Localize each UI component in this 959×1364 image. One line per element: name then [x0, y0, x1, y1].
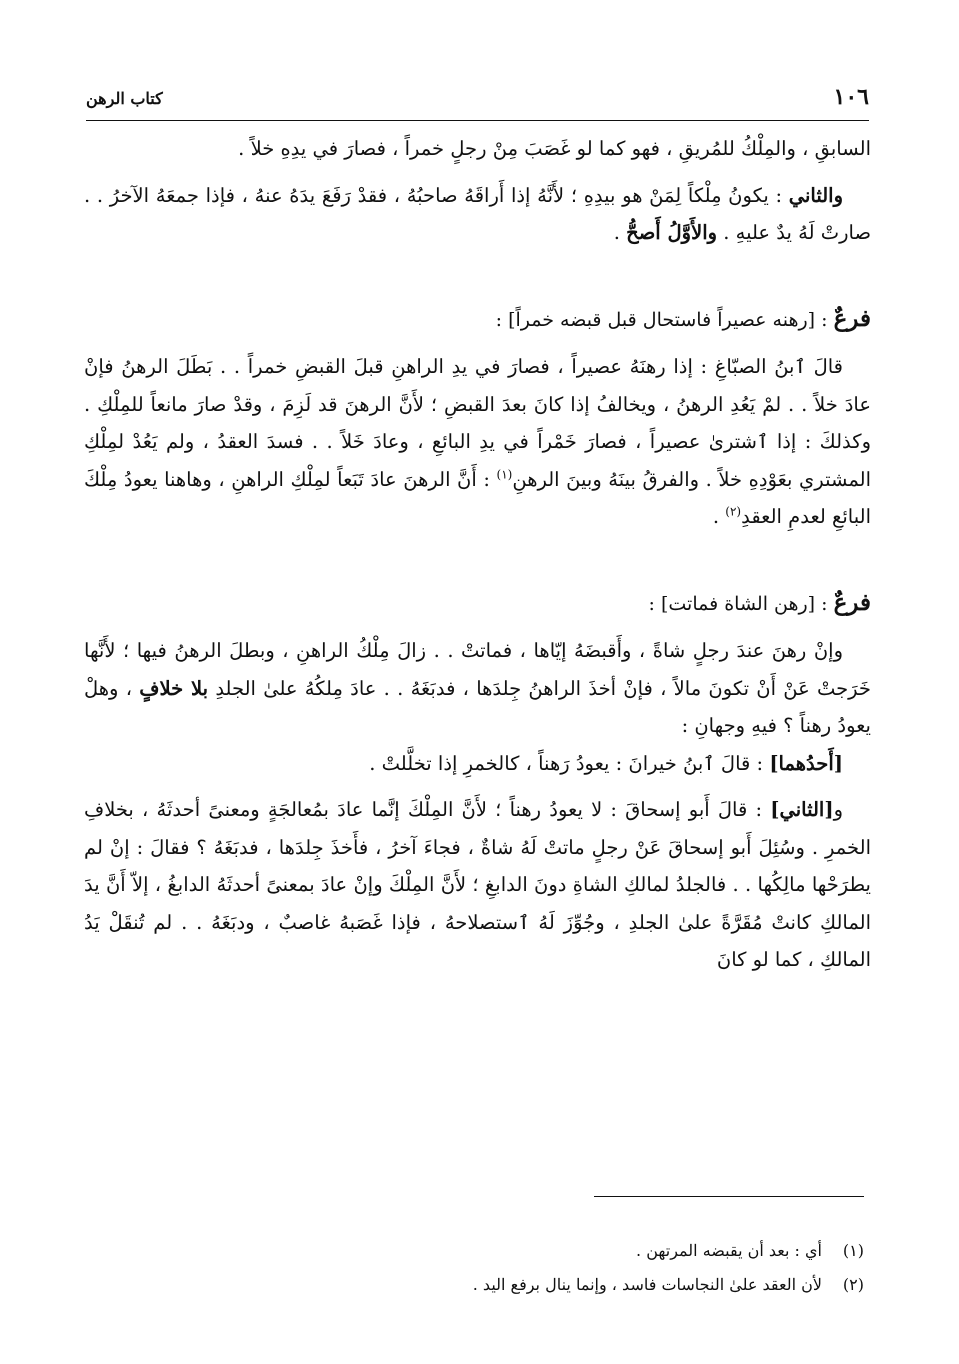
- opinion-label: والثاني: [788, 183, 843, 207]
- branch-title: : [رهنه عصيراً فاستحال قبل قبضه خمراً] :: [495, 308, 834, 331]
- paragraph-text: ، وهلْ يعودُ رهناً ؟ فيهِ وجهانِ :: [84, 676, 871, 737]
- opinion-label: [أَحدُهما]: [769, 751, 843, 775]
- footnotes: [90, 1234, 864, 1302]
- branch-label: فرعٌ: [833, 588, 871, 616]
- branch-heading: [84, 300, 871, 340]
- preferred-opinion: والأَوَّلُ أَصحُّ: [626, 221, 718, 244]
- footnote-number: (٢): [842, 1275, 864, 1294]
- opinion-label: [الثاني]: [770, 798, 834, 821]
- paragraph-text: وإنْ رهنَ عندَ رجلٍ شاةً ، وأَقبضَهُ إيّاها ، فماتتْ . . زالَ مِلْكُ الراهنِ ، وبطلَ الرهنُ فيها ؛ لأَنَّها خَرَجتْ عَنْ أَنْ تكونَ مالاً ، فإنْ أخذَ الراهنُ جِلدَها ، فدبَغَهُ . . عادَ مِلكُهُ علىٰ الجلدِ: [84, 639, 871, 700]
- running-head: [86, 82, 869, 116]
- branch-heading: [84, 584, 871, 624]
- emphasis: بلا خلافٍ: [139, 676, 209, 700]
- paragraph-text: : يكونُ مِلْكاً لِمَنْ هو بيدِهِ ؛ لأَنَّهُ إذا أَراقَهُ صاحبُهُ ، فقدْ رَفَعَ يدَهُ عنهُ ، فإذا جمعَهُ الآخرُ . . صارتْ لَهُ يدٌ عليهِ .: [84, 183, 871, 244]
- paragraph: قالَ ٱبنُ الصبّاغِ : إذا رهنَهُ عصيراً ، فصارَ في يدِ الراهنِ قبلَ القبضِ خمراً . . بَطَلَ الرهنُ فإنْ عادَ خلاً . . لمْ يَعُدِ الرهنُ ، ويخالفُ إذا كانَ بعدَ القبضِ ؛ لأَنَّ الرهنَ قد لَزِمَ ، وقدْ صارَ مانعاً للمِلْكِ . وكذلكَ : إذا ٱشترىٰ عصيراً ، فصارَ خَمْراً في يدِ البائعِ ، وعادَ خَلاً . . فسدَ العقدُ ، ولم يَعُدْ لمِلْكِ المشتري بعَوْدِهِ خلاً . والفرقُ بينَهُ وبينَ الرهنِ$^{(١)}$ : أَنَّ الرهنَ عادَ تَبَعاً لمِلْكِ الراهنِ ، وهاهنا يعودُ مِلْكَ البائعِ لعدمِ العقدِ$^{(٢)}$ .: [84, 355, 871, 528]
- footnote-number: (١): [842, 1241, 864, 1260]
- footnote-ref[interactable]: (٢): [725, 504, 742, 519]
- paragraph-text: : قالَ أَبو إسحاقَ : لا يعودُ رهناً ؛ لأَنَّ المِلْكَ إنَّما عادَ بمُعالجَةٍ ومعنىً أحدثَهُ ، بخلافِ الخمرِ . وسُئِلَ أَبو إسحاقَ عَنْ رجلٍ ماتتْ لَهُ شاةٌ ، فجاءَ آخرُ ، فأَخذَ جِلدَها ، فدبَغَهُ ؟ فقالَ : إنْ لم يطرَحْها مالِكُها . . فالجلدُ لمالكِ الشاةِ دونَ الدابغِ ؛ لأَنَّ المِلْكَ وإنْ عادَ بمعنىً أحدثَهُ الدابغُ ، إلاّ أَنَّ يدَ المالكِ كانتْ مُقَرَّةً علىٰ الجلدِ ، وجُوِّزَ لَهُ ٱستصلاحهُ ، فإذا غَصَبهُ غاصبٌ ، ودبَغَهُ . . لم تُنقَلْ يَدُ المالكِ ، كما لو كانَ: [84, 798, 871, 971]
- paragraph: [84, 130, 871, 168]
- book-title: كتاب الرهن: [86, 89, 163, 108]
- paragraph-text: السابقِ ، والمِلْكُ للمُريقِ ، فهو كما لو غَصَبَ مِنْ رجلٍ خمراً ، فصارَ في يدِهِ خلاً .: [238, 137, 871, 160]
- footnote: [90, 1268, 864, 1302]
- branch-label: فرعٌ: [833, 304, 871, 332]
- paragraph-text: : أَنَّ الرهنَ عادَ تَبَعاً لمِلْكِ الراهنِ ، وهاهنا يعودُ مِلْكَ البائعِ لعدمِ العقدِ: [84, 467, 871, 528]
- page-number: ١٠٦: [833, 84, 869, 110]
- paragraph-text: : قالَ ٱبنُ خيرانَ : يعودُ رَهناً ، كالخمرِ إذا تخلَّلتْ .: [369, 751, 770, 775]
- paragraph: [84, 632, 871, 745]
- paragraph: والثاني : يكونُ مِلْكاً لِمَنْ هو بيدِهِ ؛ لأَنَّهُ إذا أَراقَهُ صاحبُهُ ، فقدْ رَفَعَ يدَهُ عنهُ ، فإذا جمعَهُ الآخرُ . . صارتْ لَهُ يدٌ عليهِ . والأَوَّلُ أَصحُّ .: [84, 183, 871, 244]
- footnote-text: لأن العقد علىٰ النجاسات فاسد ، وإنما ينال برفع اليد .: [472, 1275, 822, 1294]
- footnote-text: أي : بعد أن يقبضه المرتهن .: [636, 1241, 822, 1260]
- branch-title: : [رهن الشاة فماتت] :: [648, 592, 834, 615]
- paragraph: [84, 745, 871, 783]
- footnote-ref[interactable]: (١): [496, 467, 513, 481]
- footnote: [90, 1234, 864, 1268]
- header-rule: [86, 120, 869, 121]
- footnote-rule: [594, 1196, 864, 1197]
- paragraph-text: قالَ ٱبنُ الصبّاغِ : إذا رهنَهُ عصيراً ، فصارَ في يدِ الراهنِ قبلَ القبضِ خمراً . . بَطَلَ الرهنُ فإنْ عادَ خلاً . . لمْ يَعُدِ الرهنُ ، ويخالفُ إذا كانَ بعدَ القبضِ ؛ لأَنَّ الرهنَ قد لَزِمَ ، وقدْ صارَ مانعاً للمِلْكِ . وكذلكَ : إذا ٱشترىٰ عصيراً ، فصارَ خَمْراً في يدِ البائعِ ، وعادَ خَلاً . . فسدَ العقدُ ، ولم يَعُدْ لمِلْكِ المشتري بعَوْدِهِ خلاً . والفرقُ بينَهُ وبينَ الرهنِ: [84, 355, 871, 491]
- paragraph: و[الثاني] : قالَ أَبو إسحاقَ : لا يعودُ رهناً ؛ لأَنَّ المِلْكَ إنَّما عادَ بمُعالجَةٍ ومعنىً أحدثَهُ ، بخلافِ الخمرِ . وسُئِلَ أَبو إسحاقَ عَنْ رجلٍ ماتتْ لَهُ شاةٌ ، فجاءَ آخرُ ، فأَخذَ جِلدَها ، فدبَغَهُ ؟ فقالَ : إنْ لم يطرَحْها مالِكُها . . فالجلدُ لمالكِ الشاةِ دونَ الدابغِ ؛ لأَنَّ المِلْكَ وإنْ عادَ بمعنىً أحدثَهُ الدابغُ ، إلاّ أَنَّ يدَ المالكِ كانتْ مُقَرَّةً علىٰ الجلدِ ، وجُوِّزَ لَهُ ٱستصلاحهُ ، فإذا غَصَبهُ غاصبٌ ، ودبَغَهُ . . لم تُنقَلْ يَدُ المالكِ ، كما لو كانَ: [84, 798, 871, 971]
- main-text: [84, 130, 871, 979]
